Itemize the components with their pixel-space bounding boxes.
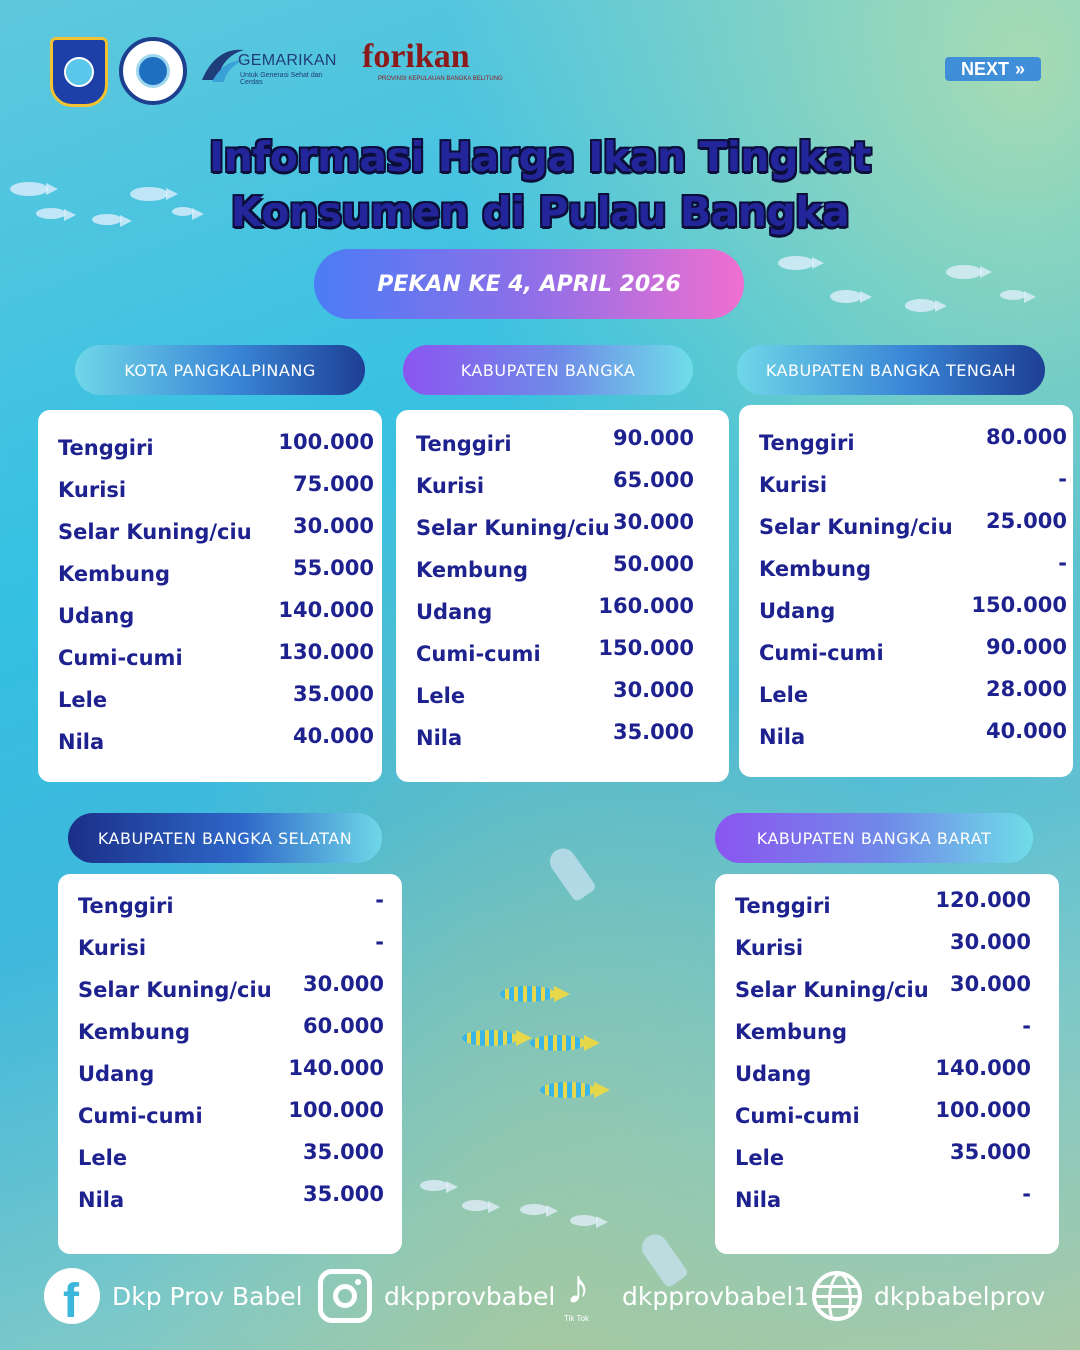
fish-price: 90.000 xyxy=(612,426,694,450)
price-row xyxy=(38,724,382,764)
price-row xyxy=(38,514,382,554)
tiktok-icon: ♪ Tik Tok xyxy=(564,1261,590,1323)
fish-price: 28.000 xyxy=(985,677,1067,701)
fish-price: 140.000 xyxy=(288,1056,384,1080)
region-label-pangkalpinang: KOTA PANGKALPINANG xyxy=(75,345,365,395)
fish-name: Cumi-cumi xyxy=(58,646,183,670)
price-row xyxy=(739,509,1073,549)
fish-name: Selar Kuning/ciu xyxy=(735,978,929,1002)
price-row xyxy=(715,1140,1059,1180)
fish-name: Kembung xyxy=(759,557,871,581)
fish-price: 35.000 xyxy=(302,1140,384,1164)
forikan-logo: forikan PROVINSI KEPULAUAN BANGKA BELITUNG xyxy=(362,38,503,82)
price-row xyxy=(739,425,1073,465)
fish-price: 30.000 xyxy=(949,972,1031,996)
fish-decoration xyxy=(830,290,862,303)
striped-fish-decoration xyxy=(462,1030,518,1046)
fish-price: - xyxy=(1022,1014,1031,1038)
fish-decoration xyxy=(520,1204,548,1215)
fish-price: 75.000 xyxy=(292,472,374,496)
fish-name: Selar Kuning/ciu xyxy=(759,515,953,539)
price-row xyxy=(739,593,1073,633)
price-card-bangka xyxy=(396,410,729,782)
fish-price: 50.000 xyxy=(612,552,694,576)
fish-name: Tenggiri xyxy=(416,432,512,456)
fish-name: Udang xyxy=(58,604,135,628)
price-row xyxy=(58,1182,402,1222)
title-line-2: Konsumen di Pulau Bangka xyxy=(230,188,850,236)
instagram-label: dkpprovbabel xyxy=(384,1281,556,1311)
price-row xyxy=(715,1056,1059,1096)
facebook-link[interactable] xyxy=(44,1268,303,1328)
instagram-icon xyxy=(318,1269,372,1323)
price-row xyxy=(715,1014,1059,1054)
next-button[interactable] xyxy=(945,57,1041,81)
fish-price: - xyxy=(375,930,384,954)
fish-name: Nila xyxy=(78,1188,125,1212)
fish-name: Kembung xyxy=(735,1020,847,1044)
fish-price: - xyxy=(1058,467,1067,491)
tiktok-icon-caption: Tik Tok xyxy=(564,1314,589,1323)
price-row xyxy=(739,677,1073,717)
fish-name: Tenggiri xyxy=(735,894,831,918)
facebook-icon: f xyxy=(44,1268,100,1324)
fish-price: 80.000 xyxy=(985,425,1067,449)
fish-price: 30.000 xyxy=(292,514,374,538)
fish-name: Nila xyxy=(58,730,105,754)
fish-price: 30.000 xyxy=(949,930,1031,954)
fish-price: 30.000 xyxy=(302,972,384,996)
price-row xyxy=(396,510,729,550)
fish-name: Selar Kuning/ciu xyxy=(416,516,610,540)
fish-price: 100.000 xyxy=(935,1098,1031,1122)
price-row xyxy=(38,682,382,722)
fish-name: Cumi-cumi xyxy=(759,641,884,665)
price-row xyxy=(38,598,382,638)
price-row xyxy=(715,1098,1059,1138)
price-row xyxy=(58,972,402,1012)
globe-icon xyxy=(812,1271,862,1321)
tiktok-label: dkpprovbabel1 xyxy=(622,1281,810,1311)
fish-name: Lele xyxy=(759,683,809,707)
fish-price: 65.000 xyxy=(612,468,694,492)
fish-price: 120.000 xyxy=(935,888,1031,912)
fish-name: Kembung xyxy=(416,558,528,582)
page-title xyxy=(0,130,1080,240)
website-link[interactable] xyxy=(812,1268,1045,1324)
fish-price: 30.000 xyxy=(612,510,694,534)
fish-name: Lele xyxy=(416,684,466,708)
price-row xyxy=(58,1098,402,1138)
fish-price: - xyxy=(1022,1182,1031,1206)
fish-price: 160.000 xyxy=(598,594,694,618)
fish-price: 90.000 xyxy=(985,635,1067,659)
price-row xyxy=(396,552,729,592)
region-label-bangka-tengah: KABUPATEN BANGKA TENGAH xyxy=(737,345,1045,395)
fish-name: Kembung xyxy=(78,1020,190,1044)
double-chevron-right-icon: » xyxy=(1015,58,1026,79)
fish-name: Udang xyxy=(78,1062,155,1086)
gemarikan-logo: GEMARIKAN Untuk Generasi Sehat dan Cerdas xyxy=(198,36,344,90)
fish-price: - xyxy=(1058,551,1067,575)
instagram-link[interactable] xyxy=(318,1268,555,1324)
striped-fish-decoration xyxy=(530,1035,586,1051)
price-row xyxy=(396,636,729,676)
price-row xyxy=(396,468,729,508)
fish-name: Udang xyxy=(759,599,836,623)
fish-name: Kurisi xyxy=(759,473,828,497)
fish-price: 60.000 xyxy=(302,1014,384,1038)
fish-name: Tenggiri xyxy=(58,436,154,460)
fish-price: 100.000 xyxy=(288,1098,384,1122)
fish-price: - xyxy=(375,888,384,912)
price-row xyxy=(739,551,1073,591)
dkp-emblem-icon xyxy=(136,54,170,88)
price-row xyxy=(739,467,1073,507)
fish-name: Tenggiri xyxy=(759,431,855,455)
price-card-bangka-barat xyxy=(715,874,1059,1254)
fish-name: Cumi-cumi xyxy=(416,642,541,666)
fish-decoration xyxy=(905,299,937,312)
price-row xyxy=(715,888,1059,928)
striped-fish-decoration xyxy=(540,1082,596,1098)
price-card-bangka-selatan xyxy=(58,874,402,1254)
next-label: NEXT xyxy=(960,58,1009,79)
price-row xyxy=(715,930,1059,970)
fish-name: Lele xyxy=(58,688,108,712)
price-row xyxy=(396,426,729,466)
fish-name: Udang xyxy=(416,600,493,624)
price-row xyxy=(396,678,729,718)
title-line-1: Informasi Harga Ikan Tingkat xyxy=(208,133,872,181)
fish-name: Cumi-cumi xyxy=(735,1104,860,1128)
week-badge: PEKAN KE 4, APRIL 2026 xyxy=(314,249,744,319)
fish-name: Kembung xyxy=(58,562,170,586)
price-row xyxy=(396,720,729,760)
price-row xyxy=(58,1140,402,1180)
price-row xyxy=(739,635,1073,675)
website-label: dkpbabelprov xyxy=(874,1281,1046,1311)
fish-name: Nila xyxy=(759,725,806,749)
fish-name: Udang xyxy=(735,1062,812,1086)
squid-decoration xyxy=(545,843,597,902)
fish-price: 150.000 xyxy=(598,636,694,660)
fish-name: Lele xyxy=(735,1146,785,1170)
price-row xyxy=(396,594,729,634)
fish-price: 130.000 xyxy=(278,640,374,664)
price-row xyxy=(58,888,402,928)
fish-name: Kurisi xyxy=(416,474,485,498)
region-label-bangka: KABUPATEN BANGKA xyxy=(403,345,693,395)
price-card-pangkalpinang xyxy=(38,410,382,782)
fish-name: Nila xyxy=(735,1188,782,1212)
fish-decoration xyxy=(946,265,982,279)
fish-price: 140.000 xyxy=(935,1056,1031,1080)
price-row xyxy=(58,930,402,970)
fish-price: 40.000 xyxy=(985,719,1067,743)
price-card-bangka-tengah xyxy=(739,405,1073,777)
striped-fish-decoration xyxy=(500,986,556,1002)
fish-price: 55.000 xyxy=(292,556,374,580)
price-row xyxy=(38,472,382,512)
fish-name: Kurisi xyxy=(58,478,127,502)
fish-price: 25.000 xyxy=(985,509,1067,533)
fish-name: Nila xyxy=(416,726,463,750)
price-row xyxy=(58,1056,402,1096)
facebook-label: Dkp Prov Babel xyxy=(112,1281,303,1311)
price-row xyxy=(38,640,382,680)
fish-price: 30.000 xyxy=(612,678,694,702)
fish-name: Kurisi xyxy=(78,936,147,960)
fish-name: Selar Kuning/ciu xyxy=(78,978,272,1002)
provinsi-emblem-icon xyxy=(64,57,94,87)
price-row xyxy=(38,556,382,596)
fish-price: 40.000 xyxy=(292,724,374,748)
price-row xyxy=(739,719,1073,759)
region-label-bangka-barat: KABUPATEN BANGKA BARAT xyxy=(715,813,1033,863)
dkp-logo xyxy=(119,37,187,105)
fish-decoration xyxy=(570,1215,598,1226)
fish-price: 150.000 xyxy=(971,593,1067,617)
fish-name: Lele xyxy=(78,1146,128,1170)
fish-decoration xyxy=(1000,290,1026,300)
region-label-bangka-selatan: KABUPATEN BANGKA SELATAN xyxy=(68,813,382,863)
fish-name: Tenggiri xyxy=(78,894,174,918)
provinsi-logo xyxy=(50,37,108,107)
fish-price: 35.000 xyxy=(949,1140,1031,1164)
fish-price: 35.000 xyxy=(292,682,374,706)
price-row xyxy=(715,972,1059,1012)
fish-price: 35.000 xyxy=(302,1182,384,1206)
tiktok-link[interactable] xyxy=(562,1261,810,1324)
fish-price: 35.000 xyxy=(612,720,694,744)
fish-decoration xyxy=(462,1200,490,1211)
fish-name: Selar Kuning/ciu xyxy=(58,520,252,544)
fish-price: 100.000 xyxy=(278,430,374,454)
price-row xyxy=(58,1014,402,1054)
fish-price: 140.000 xyxy=(278,598,374,622)
price-row xyxy=(38,430,382,470)
fish-name: Kurisi xyxy=(735,936,804,960)
fish-decoration xyxy=(420,1180,448,1191)
fish-name: Cumi-cumi xyxy=(78,1104,203,1128)
price-row xyxy=(715,1182,1059,1222)
fish-decoration xyxy=(778,256,814,270)
